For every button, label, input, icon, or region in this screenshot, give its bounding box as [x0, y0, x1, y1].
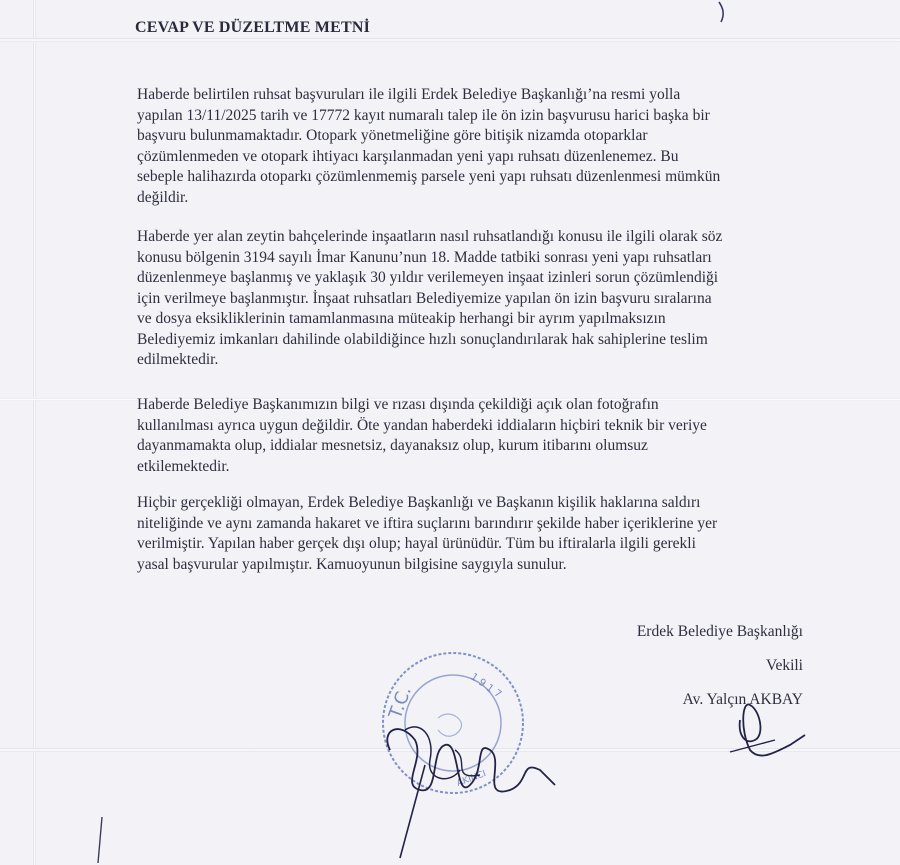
signature-name: Av. Yalçın AKBAY	[682, 691, 803, 708]
paragraph-3: Haberde Belediye Başkanımızın bilgi ve rızası dışında çekildiği açık olan fotoğrafın kullanılması ayrıca uygun değildir. Öte yandan haberdeki iddiaların hiçbiri teknik bir veriye dayanmamakta olup, iddialar mesnetsiz, dayanaksız olup, kurum itibarını olumsuz etkilemektedir.	[137, 396, 707, 475]
handwritten-signature-icon	[360, 690, 560, 860]
document-title: CEVAP VE DÜZELTME METNİ	[135, 19, 371, 36]
signature-institution: Erdek Belediye Başkanlığı	[636, 623, 803, 640]
paragraph-4: Hiçbir gerçekliği olmayan, Erdek Belediye Başkanlığı ve Başkanın kişilik haklarına saldırı niteliğinde ve aynı zamanda hakaret ve iftira suçlarını barındırır şekilde haber içeriklerine yer verilmiştir. Yapılan haber gerçek dışı olup; hayal ürünüdür. Tüm bu iftiralarla ilgili gerekli yasal başvurular yapılmıştır. Kamuoyunun bilgisine saygıyla sunulur.	[137, 494, 718, 573]
initial-signature-icon	[720, 690, 810, 770]
pen-mark-icon	[705, 0, 735, 30]
stamp-bottom-text: AKINCI	[455, 769, 488, 789]
paper-fold-vertical	[33, 0, 36, 865]
signature-role: Vekili	[765, 657, 803, 674]
stamp-year-text: 1 9 1 7	[468, 671, 504, 701]
pen-stroke-icon	[90, 815, 110, 865]
paragraph-1: Haberde belirtilen ruhsat başvuruları ile ilgili Erdek Belediye Başkanlığı’na resmi yolla yapılan 13/11/2025 tarih ve 17772 kayıt numaralı talep ile ön izin başvurusu harici başka bir başvuru bulunmamaktadır. Otopark yönetmeliğine göre bitişik nizamda otoparklar çözümlenmeden ve otopark ihtiyacı karşılanmadan yeni yapı ruhsatı düzenlenemez. Bu sebeple halihazırda otoparkı çözümlenmemiş parsele yeni yapı ruhsatı düzenlenmesi mümkün değildir.	[137, 86, 721, 206]
paragraph-2: Haberde yer alan zeytin bahçelerinde inşaatların nasıl ruhsatlandığı konusu ile ilgili olarak söz konusu bölgenin 3194 sayılı İmar Kanunu’nun 18. Madde tatbiki sonrası yeni yapı ruhsatları düzenlenmeye başlanmış ve yaklaşık 30 yıldır verilemeyen inşaat izinleri sorun çözümlendiği için verilmeye başlanmıştır. İnşaat ruhsatları Belediyemize yapılan ön izin başvuru sıralarına ve dosya eksikliklerinin tamamlanmasına müteakip herhangi bir ayrım yapılmaksızın Belediyemiz imkanları dahilinde olabildiğince hızlı sonuçlandırılarak hak sahiplerine teslim edilmektedir.	[137, 228, 723, 368]
stamp-initials-text: T.C.	[384, 683, 416, 722]
paper-fold-horizontal-top	[0, 38, 900, 42]
